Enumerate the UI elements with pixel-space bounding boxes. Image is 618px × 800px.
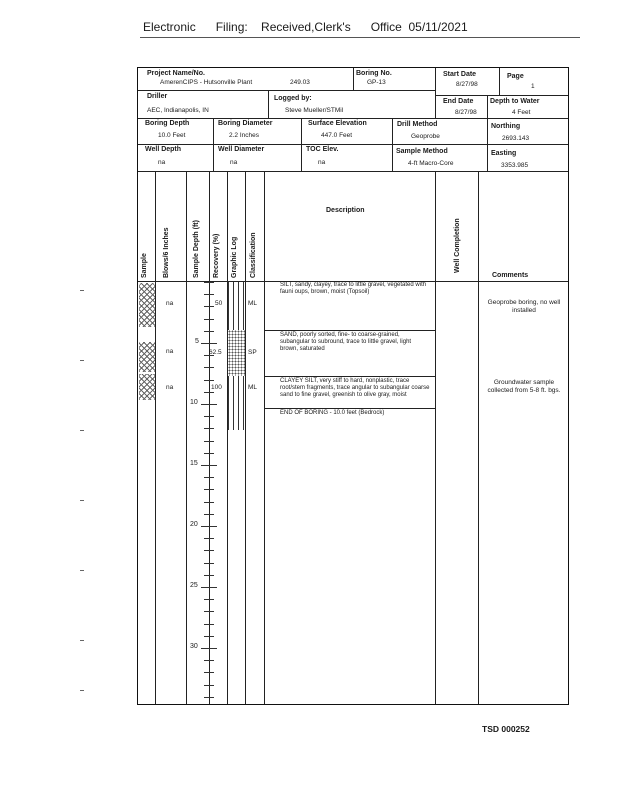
- depth-minor-tick: [209, 685, 214, 686]
- depth-major-tick: [209, 343, 217, 344]
- boring-depth-label: Boring Depth: [145, 120, 190, 127]
- depth-minor-tick: [209, 599, 214, 600]
- col-comments: Comments: [492, 272, 529, 279]
- depth-label: 15: [190, 460, 198, 467]
- depth-minor-tick: [209, 538, 214, 539]
- depth-major-tick: [209, 526, 217, 527]
- depth-minor-tick: [209, 294, 214, 295]
- layer-2-recovery: 62.5: [209, 349, 222, 356]
- graphic-log-sand: [228, 330, 245, 376]
- margin-mark: [80, 690, 84, 691]
- depth-to-water-label: Depth to Water: [490, 98, 540, 105]
- depth-major-tick: [209, 648, 217, 649]
- depth-minor-tick: [209, 575, 214, 576]
- depth-minor-tick: [209, 550, 214, 551]
- start-date-label: Start Date: [443, 71, 477, 78]
- depth-label: 5: [195, 338, 199, 345]
- easting-label: Easting: [491, 150, 517, 157]
- layer-3-class: ML: [248, 384, 258, 391]
- northing-value: 2693.143: [502, 135, 530, 142]
- col-blows: Blows/6 Inches: [163, 227, 170, 278]
- boring-no-value: GP-13: [367, 79, 386, 86]
- boring-diameter-label: Boring Diameter: [218, 120, 273, 127]
- boring-no-label: Boring No.: [356, 70, 392, 77]
- surface-elevation-label: Surface Elevation: [308, 120, 367, 127]
- depth-minor-tick: [209, 489, 214, 490]
- layer-1-blows: na: [166, 300, 174, 307]
- page-value: 1: [531, 83, 535, 90]
- sample-interval-2: [139, 342, 155, 372]
- depth-minor-tick: [209, 380, 214, 381]
- graphic-log-clayey-silt: [228, 376, 245, 430]
- sample-method-value: 4-ft Macro-Core: [408, 160, 454, 167]
- logged-by-label: Logged by:: [274, 95, 312, 102]
- layer-1-class: ML: [248, 300, 258, 307]
- depth-minor-tick: [209, 672, 214, 673]
- depth-label: 10: [190, 399, 198, 406]
- layer-2-description: SAND, poorly sorted, fine- to coarse-grained, subangular to subround, trace to little gravel, light brown, saturated: [280, 332, 412, 352]
- depth-minor-tick: [209, 392, 214, 393]
- depth-major-tick: [209, 404, 217, 405]
- col-graphic-log: Graphic Log: [231, 236, 238, 278]
- depth-minor-tick: [209, 611, 214, 612]
- filing-header: Electronic Filing: Received,Clerk's Office 05/11/2021: [143, 20, 468, 34]
- depth-label: 30: [190, 643, 198, 650]
- start-date-value: 8/27/98: [456, 81, 478, 88]
- col-recovery: Recovery (%): [213, 233, 220, 278]
- margin-mark: [80, 640, 84, 641]
- layer-1-description: SILT, sandy, clayey, trace to little gravel, vegetated with fauni oups, brown, moist (Topsoil): [280, 282, 427, 295]
- well-diameter-value: na: [230, 159, 238, 166]
- depth-minor-tick: [209, 416, 214, 417]
- depth-minor-tick: [209, 367, 214, 368]
- depth-major-tick: [201, 465, 209, 466]
- col-description: Description: [326, 207, 365, 214]
- comment-1: Geoprobe boring, no well installed: [487, 299, 561, 314]
- sample-interval-1: [139, 283, 155, 327]
- easting-value: 3353.985: [501, 162, 529, 169]
- sample-interval-3: [139, 374, 155, 400]
- filing-underline: [140, 37, 580, 38]
- depth-major-tick: [201, 526, 209, 527]
- depth-major-tick: [209, 465, 217, 466]
- depth-minor-tick: [209, 502, 214, 503]
- depth-major-tick: [201, 343, 209, 344]
- depth-minor-tick: [209, 697, 214, 698]
- bates-number: TSD 000252: [482, 724, 530, 734]
- end-date-value: 8/27/98: [455, 109, 477, 116]
- drill-method-label: Drill Method: [397, 121, 438, 128]
- margin-mark: [80, 430, 84, 431]
- boring-log-form: [137, 67, 569, 705]
- margin-mark: [80, 500, 84, 501]
- depth-minor-tick: [209, 477, 214, 478]
- layer-3-description: CLAYEY SILT, very stiff to hard, nonplastic, trace root/stem fragments, trace angular to subangular coarse sand to fine gravel, greenish to olive gray, moist: [280, 378, 430, 398]
- margin-mark: [80, 360, 84, 361]
- layer-2-class: SP: [248, 349, 257, 356]
- depth-minor-tick: [209, 428, 214, 429]
- layer-3-blows: na: [166, 384, 174, 391]
- margin-mark: [80, 570, 84, 571]
- driller-label: Driller: [147, 93, 168, 100]
- margin-mark: [80, 290, 84, 291]
- depth-minor-tick: [209, 636, 214, 637]
- boring-depth-value: 10.0 Feet: [158, 132, 186, 139]
- well-depth-value: na: [158, 159, 166, 166]
- depth-minor-tick: [209, 624, 214, 625]
- depth-minor-tick: [209, 563, 214, 564]
- depth-label: 25: [190, 582, 198, 589]
- depth-minor-tick: [209, 660, 214, 661]
- driller-value: AEC, Indianapolis, IN: [147, 107, 209, 114]
- sample-method-label: Sample Method: [396, 148, 448, 155]
- depth-minor-tick: [209, 514, 214, 515]
- boring-diameter-value: 2.2 Inches: [229, 132, 259, 139]
- depth-to-water-value: 4 Feet: [512, 109, 531, 116]
- logged-by-value: Steve Mueller/STMil: [285, 107, 344, 114]
- toc-elev-value: na: [318, 159, 326, 166]
- project-label: Project Name/No.: [147, 70, 205, 77]
- layer-1-recovery: 50: [215, 300, 223, 307]
- col-classification: Classification: [250, 232, 257, 278]
- depth-minor-tick: [209, 355, 214, 356]
- col-sample-depth: Sample Depth (ft): [193, 220, 200, 278]
- comment-2: Groundwater sample collected from 5-8 ft. bgs.: [487, 379, 561, 394]
- depth-minor-tick: [209, 282, 214, 283]
- depth-major-tick: [209, 587, 217, 588]
- col-well-completion: Well Completion: [454, 218, 461, 273]
- depth-minor-tick: [209, 331, 214, 332]
- northing-label: Northing: [491, 123, 521, 130]
- depth-major-tick: [201, 404, 209, 405]
- col-sample: Sample: [141, 253, 148, 278]
- depth-minor-tick: [209, 319, 214, 320]
- depth-major-tick: [201, 648, 209, 649]
- layer-3-recovery: 100: [211, 384, 222, 391]
- end-of-boring: END OF BORING - 10.0 feet (Bedrock): [280, 410, 385, 416]
- surface-elevation-value: 447.0 Feet: [321, 132, 353, 139]
- layer-2-blows: na: [166, 348, 174, 355]
- drill-method-value: Geoprobe: [411, 133, 440, 140]
- well-diameter-label: Well Diameter: [218, 146, 265, 153]
- toc-elev-label: TOC Elev.: [306, 146, 339, 153]
- depth-major-tick: [201, 587, 209, 588]
- project-name: AmerenCIPS - Hutsonville Plant: [160, 79, 253, 86]
- graphic-log-silt: [228, 282, 245, 330]
- end-date-label: End Date: [443, 98, 474, 105]
- depth-label: 20: [190, 521, 198, 528]
- well-depth-label: Well Depth: [145, 146, 182, 153]
- project-number: 249.03: [290, 79, 310, 86]
- page-label: Page: [507, 73, 524, 80]
- depth-minor-tick: [209, 306, 214, 307]
- depth-minor-tick: [209, 441, 214, 442]
- depth-minor-tick: [209, 453, 214, 454]
